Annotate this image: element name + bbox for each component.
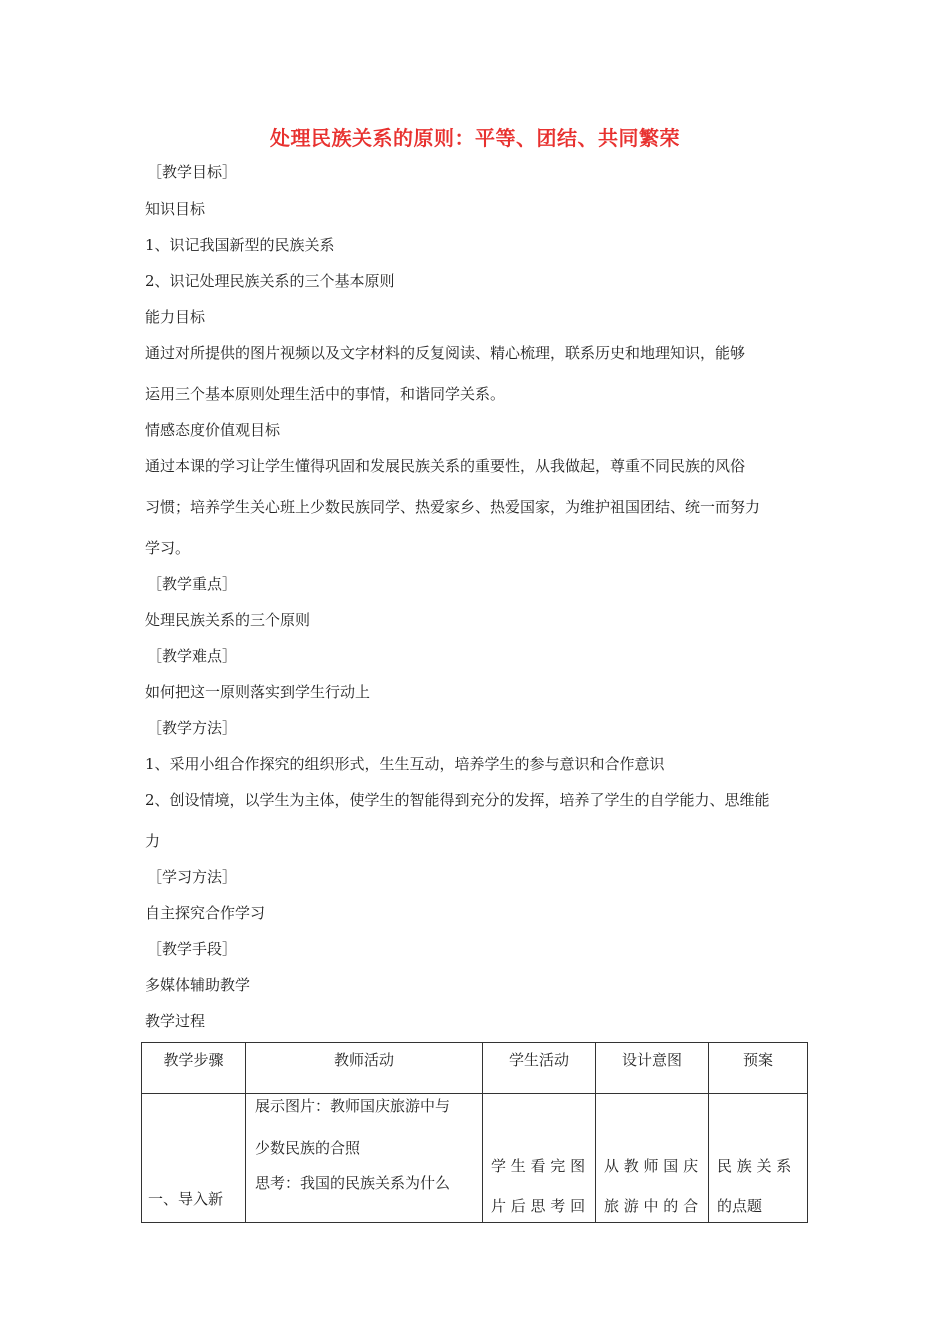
section-heading-methods: ［教学方法］ <box>147 719 238 737</box>
paragraph-line: 力 <box>145 832 161 850</box>
subheading-ability: 能力目标 <box>145 308 206 326</box>
table-header-cell: 预案 <box>709 1043 808 1094</box>
table-cell-teacher <box>246 1094 483 1223</box>
paragraph-line: 1、识记我国新型的民族关系 <box>145 236 335 254</box>
plan-text: 的点题 <box>717 1197 763 1215</box>
subheading-process: 教学过程 <box>145 1012 206 1030</box>
paragraph-line: 习惯；培养学生关心班上少数民族同学、热爱家乡、热爱国家，为维护祖国团结、统一而努力 <box>145 498 761 516</box>
table-row <box>142 1094 808 1223</box>
step-text: 一、导入新 <box>148 1190 224 1208</box>
table-cell-student <box>483 1094 596 1223</box>
paragraph-line: 运用三个基本原则处理生活中的事情，和谐同学关系。 <box>145 385 506 403</box>
paragraph-line: 处理民族关系的三个原则 <box>145 611 311 629</box>
subheading-knowledge: 知识目标 <box>145 200 206 218</box>
table-cell-plan <box>709 1094 808 1223</box>
plan-text: 民 族 关 系 <box>717 1157 792 1175</box>
design-intent-text: 旅 游 中 的 合 <box>604 1197 699 1215</box>
table-header-row <box>142 1043 808 1094</box>
paragraph-line: 2、识记处理民族关系的三个基本原则 <box>145 272 395 290</box>
section-heading-difficulties: ［教学难点］ <box>147 647 238 665</box>
section-heading-learning-methods: ［学习方法］ <box>147 868 238 886</box>
paragraph-line: 学习。 <box>145 539 191 557</box>
paragraph-line: 多媒体辅助教学 <box>145 976 251 994</box>
teacher-activity-text: 少数民族的合照 <box>255 1139 361 1157</box>
paragraph-line: 自主探究合作学习 <box>145 904 266 922</box>
subheading-emotion: 情感态度价值观目标 <box>145 421 281 439</box>
paragraph-line: 1、采用小组合作探究的组织形式，生生互动，培养学生的参与意识和合作意识 <box>145 755 665 773</box>
table-header-cell: 教学步骤 <box>142 1043 246 1094</box>
section-heading-key-points: ［教学重点］ <box>147 575 238 593</box>
table-header-cell: 学生活动 <box>483 1043 596 1094</box>
table-cell-step <box>142 1094 246 1223</box>
paragraph-line: 通过本课的学习让学生懂得巩固和发展民族关系的重要性，从我做起，尊重不同民族的风俗 <box>145 457 746 475</box>
section-heading-means: ［教学手段］ <box>147 940 238 958</box>
student-activity-text: 片 后 思 考 回 <box>491 1197 586 1215</box>
paragraph-line: 如何把这一原则落实到学生行动上 <box>145 683 371 701</box>
paragraph-line: 2、创设情境，以学生为主体，使学生的智能得到充分的发挥，培养了学生的自学能力、思维能 <box>145 791 770 809</box>
student-activity-text: 学 生 看 完 图 <box>491 1157 586 1175</box>
table-header-cell: 设计意图 <box>596 1043 709 1094</box>
section-heading-objectives: ［教学目标］ <box>147 163 238 181</box>
table-cell-design <box>596 1094 709 1223</box>
teacher-activity-text: 展示图片：教师国庆旅游中与 <box>255 1097 451 1115</box>
paragraph-line: 通过对所提供的图片视频以及文字材料的反复阅读、精心梳理，联系历史和地理知识，能够 <box>145 344 746 362</box>
design-intent-text: 从 教 师 国 庆 <box>604 1157 699 1175</box>
document-title: 处理民族关系的原则：平等、团结、共同繁荣 <box>270 126 680 150</box>
table-header-cell: 教师活动 <box>246 1043 483 1094</box>
teacher-activity-text: 思考：我国的民族关系为什么 <box>255 1174 451 1192</box>
teaching-process-table <box>141 1042 808 1223</box>
